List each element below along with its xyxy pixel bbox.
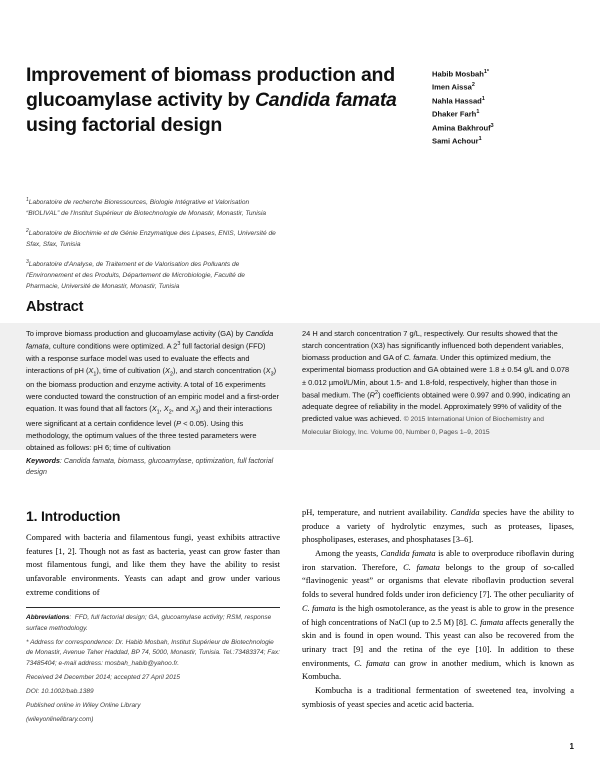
title-block — [26, 63, 406, 138]
body-column-right: pH, temperature, and nutrient availability. Candida species have the ability to produce a variety of hydrolytic enzymes, such as proteases, lipases, phospholipases, esterases, and phosphatases [3–6]. Among the yeasts, Candida famata is able to overproduce riboflavin during iron starvation. Therefore, C. famata belongs to the group of so-called “flavinogenic yeast” or organisms that elevate riboflavin production several folds to several hundred folds under iron deficiency [7]. The other peculiarity of C. famata is the high osmotolerance, as the yeast is able to grow in the presence of high concentrations of NaCl (up to 2.5 M) [8]. C. famata affects generally the skin and is found in open wound. This yeast can also be recovered from the urinary tract [9] and the retina of the eye [10]. In addition to these environments, C. famata can grow in another medium, which is known as Kombucha. Kombucha is a traditional fermentation of sweetened tea, involving a symbiosis of yeast species and acetic acid bacteria. — [302, 507, 574, 709]
author-list — [432, 68, 582, 149]
keywords: Keywords: Candida famata, biomass, glucoamylase, optimization, full factorial design — [26, 457, 274, 477]
body-column-left: Compared with bacteria and filamentous fungi, yeast exhibits attractive features [1, 2]. Though not as fast as bacteria, yeast can grow faster than most filamentous fungi, and like them they have the ability to resist unfavorable environments. Yeasts can adapt and grow under various extreme conditions of — [26, 532, 280, 597]
footnote-published-online: Published online in Wiley Online Library — [26, 701, 141, 709]
affiliation-mark: 3 — [26, 259, 29, 266]
page-title — [26, 63, 406, 138]
affiliation-item: $^2$Laboratoire de Biochimie et de Génie Enzymatique des Lipases, ENIS, Université de Sfax, Sfax, Tunisia — [26, 228, 276, 248]
author-name: Nahla Hassad$^1$ — [432, 95, 485, 106]
title-line-2-prefix: glucoamylase activity by — [26, 88, 255, 111]
author-affiliation-mark: 1 — [481, 95, 485, 102]
affiliation-list — [26, 196, 278, 300]
affiliation-item: $^3$Laboratoire d'Analyse, de Traitement et de Valorisation des Polluants de l'Environnement et des Produits, Département de Microbiologie, Faculté de Pharmacie, Université de Monastir, Monastir, Tunisia — [26, 259, 245, 290]
author-affiliation-mark: 1 — [478, 136, 482, 143]
footnote-correspondence: * Address for correspondence: Dr. Habib Mosbah, Institut Supérieur de Biotechnologie de Monastir, Avenue Taher Haddad, BP 74, 5000, Monastir, Tunisia. Tel.:73483374; Fax: 73485404; e-mail address: mosbah_habib@yahoo.fr. — [26, 638, 280, 667]
author-affiliation-mark: 1* — [483, 69, 490, 75]
author-affiliation-mark: 1 — [476, 109, 480, 116]
title-species-name: Candida famata — [254, 88, 397, 111]
footnote-block — [26, 613, 282, 729]
footnote-received: Received 24 December 2014; accepted 27 April 2015 — [26, 673, 181, 681]
footnote-library-link[interactable]: (wileyonlinelibrary.com) — [26, 715, 94, 723]
section-heading-introduction: 1. Introduction — [26, 508, 121, 524]
abstract-column-left: To improve biomass production and glucoamylase activity (GA) by Candida famata, culture conditions were optimized. A $2^3$ full factorial design (FFD) with a response surface model was used to evaluate the effects and interactions of pH $(X_1)$, time of cultivation $(X_2)$, and starch concentration $(X_3)$ on the biomass production and enzyme activity. A total of 16 experiments were conducted toward the construction of an empiric model and a first-order equation. It was found that all factors ($X_1$, $X_2$, and $X_3$) and their interactions were significant at a certain confidence level (P < 0.05). Using this methodology, the optimum values of the three tested parameters were obtained as follows: pH 6; time of cultivation — [26, 329, 280, 453]
page-number: 1 — [569, 742, 574, 751]
author-name: Amina Bakhrouf$^3$ — [432, 122, 494, 133]
affiliation-mark: 1 — [26, 197, 29, 203]
footnote-abbreviations: Abbreviations: FFD, full factorial design; GA, glucoamylase activity; RSM, response surface methodology. — [26, 614, 272, 632]
author-name: Sami Achour$^1$ — [432, 136, 482, 146]
author-affiliation-mark: 3 — [490, 122, 494, 129]
abstract-column-right: 24 H and starch concentration 7 g/L, respectively. Our results showed that the starch concentration (X3) has significantly influenced both dependent variables, biomass production and GA of C. famata. Under this optimized medium, the experimental biomass production and GA obtained were 1.8 ± 0.54 g/L and 0.078 ± 0.012 µmol/L/Min, about 1.5- and 1.8-fold, respectively, higher than those in basal medium. The $(R^2)$ coefficients obtained were 0.997 and 0.990, indicating an adequate degree of reliability in the model. Approximately 99% of validity of the predicted value was achieved. © 2015 International Union of Biochemistry and Molecular Biology, Inc. Volume 00, Number 0, Pages 1–9, 2015 — [302, 329, 571, 437]
affiliation-item: $^1$Laboratoire de recherche Bioressources, Biologie Intégrative et Valorisation “BIOLIVAL” de l'Institut Supérieur de Biotechnologie de Monastir, Monastir, Tunisia — [26, 197, 267, 217]
author-name: Habib Mosbah$^{1*}$ — [432, 69, 490, 79]
title-line-1: Improvement of biomass production and — [26, 64, 395, 86]
author-name: Dhaker Farh$^1$ — [432, 109, 480, 119]
author-affiliation-mark: 2 — [471, 82, 475, 89]
affiliation-mark: 2 — [26, 228, 29, 235]
author-name: Imen Aissa$^2$ — [432, 82, 475, 92]
footnote-divider — [26, 607, 280, 608]
footnote-doi: DOI: 10.1002/bab.1389 — [26, 687, 94, 695]
title-line-3: using factorial design — [26, 113, 223, 136]
abstract-heading: Abstract — [26, 299, 84, 315]
